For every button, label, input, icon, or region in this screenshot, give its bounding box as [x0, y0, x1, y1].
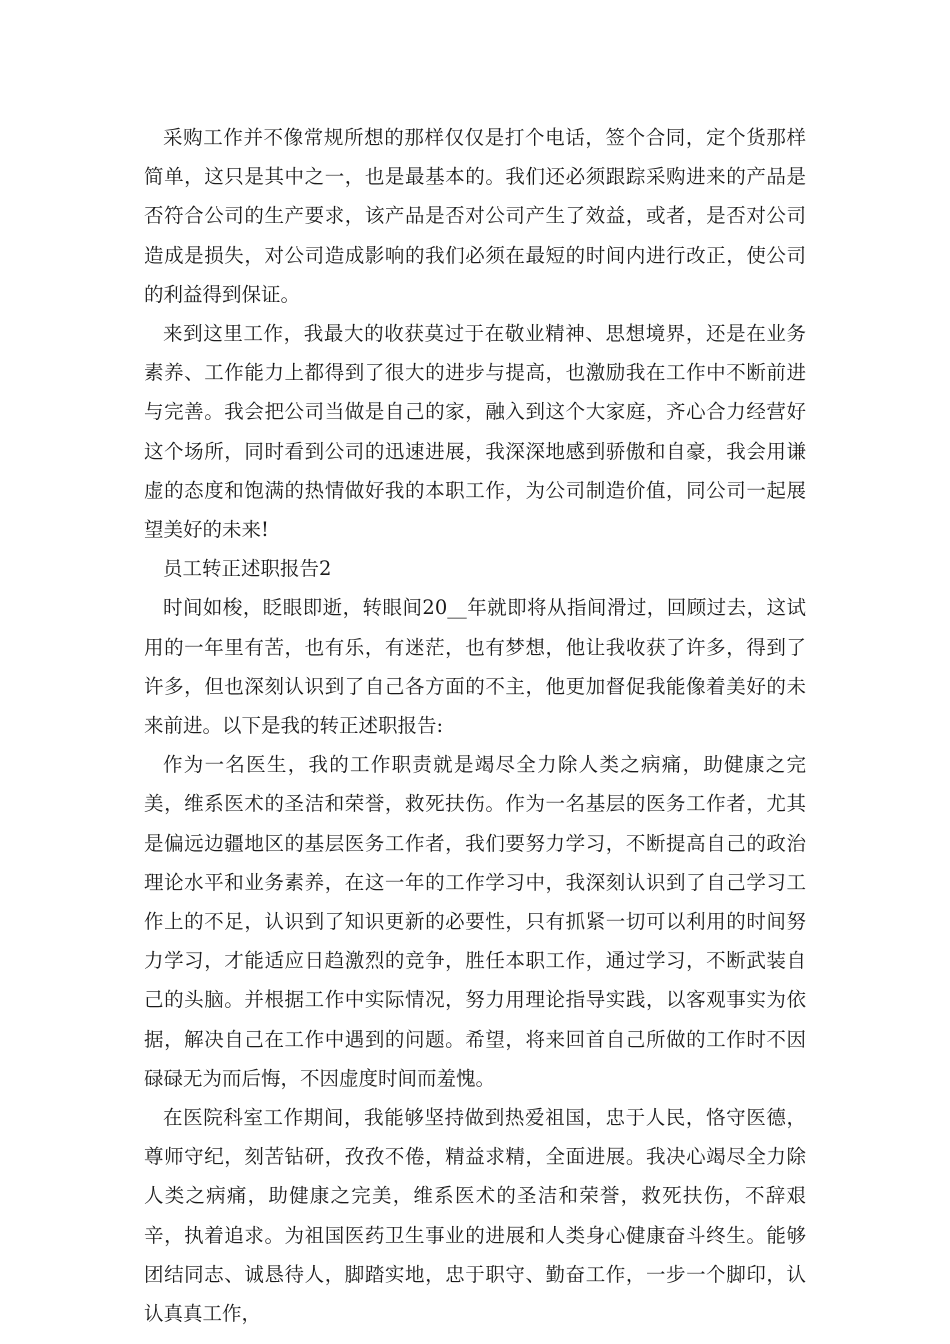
paragraph-intro: 时间如梭，眨眼即逝，转眼间20__年就即将从指间滑过，回顾过去，这试用的一年里有苦，也有乐，有迷茫，也有梦想，他让我收获了许多，得到了许多，但也深刻认识到了自己各方面的不主，他更加督促我能像着美好的未来前进。以下是我的转正述职报告: — [144, 596, 806, 738]
paragraph-procurement: 采购工作并不像常规所想的那样仅仅是打个电话，签个合同，定个货那样简单，这只是其中之一，也是最基本的。我们还必须跟踪采购进来的产品是否符合公司的生产要求，该产品是否对公司产生了效益，或者，是否对公司造成是损失，对公司造成影响的我们必须在最短的时间内进行改正，使公司的利益得到保证。 — [144, 126, 806, 306]
document-body — [144, 118, 806, 1333]
paragraph-doctor-duty: 作为一名医生，我的工作职责就是竭尽全力除人类之病痛，助健康之完美，维系医术的圣洁和荣誉，救死扶伤。作为一名基层的医务工作者，尤其是偏远边疆地区的基层医务工作者，我们要努力学习，不断提高自己的政治理论水平和业务素养，在这一年的工作学习中，我深刻认识到了自己学习工作上的不足，认识到了知识更新的必要性，只有抓紧一切可以利用的时间努力学习，才能适应日趋激烈的竞争，胜任本职工作，通过学习，不断武装自己的头脑。并根据工作中实际情况，努力用理论指导实践，以客观事实为依据，解决自己在工作中遇到的问题。希望，将来回首自己所做的工作时不因碌碌无为而后悔，不因虚度时间而羞愧。 — [144, 753, 806, 1090]
paragraph-gains: 来到这里工作，我最大的收获莫过于在敬业精神、思想境界，还是在业务素养、工作能力上都得到了很大的进步与提高，也激励我在工作中不断前进与完善。我会把公司当做是自己的家，融入到这个大家庭，齐心合力经营好这个场所，同时看到公司的迅速进展，我深深地感到骄傲和自豪，我会用谦虚的态度和饱满的热情做好我的本职工作，为公司制造价值，同公司一起展望美好的未来! — [144, 322, 806, 542]
section-heading: 员工转正述职报告2 — [163, 557, 332, 581]
paragraph-hospital-work: 在医院科室工作期间，我能够坚持做到热爱祖国，忠于人民，恪守医德，尊师守纪，刻苦钻研，孜孜不倦，精益求精，全面进展。我决心竭尽全力除人类之病痛，助健康之完美，维系医术的圣洁和荣誉，救死扶伤，不辞艰辛，执着追求。为祖国医药卫生事业的进展和人类身心健康奋斗终生。能够团结同志、诚恳待人，脚踏实地，忠于职守、勤奋工作，一步一个脚印，认认真真工作， — [144, 1106, 806, 1326]
